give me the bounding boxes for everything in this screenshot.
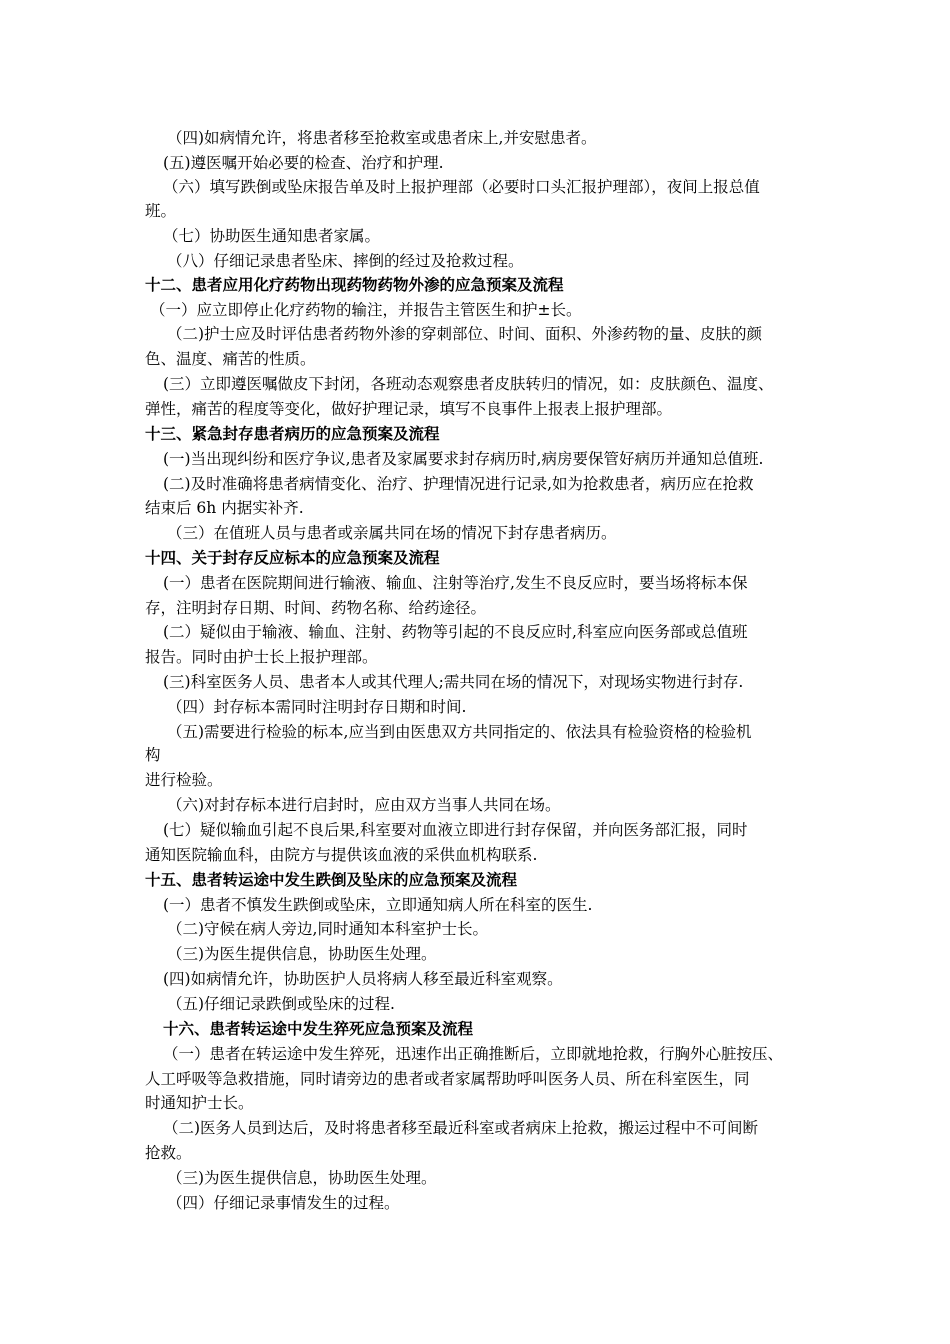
paragraph-line: （六）填写跌倒或坠床报告单及时上报护理部（必要时口头汇报护理部），夜间上报总值 bbox=[163, 178, 760, 196]
paragraph-line: （四）仔细记录事情发生的过程。 bbox=[167, 1194, 400, 1212]
paragraph-line: (七）疑似输血引起不良后果,科室要对血液立即进行封存保留，并向医务部汇报，同时 bbox=[163, 821, 748, 839]
paragraph-line: （一）应立即停止化疗药物的输注，并报告主管医生和护±长。 bbox=[150, 301, 582, 319]
paragraph-line: 通知医院输血科，由院方与提供该血液的采供血机构联系. bbox=[145, 846, 538, 864]
paragraph-line: 班。 bbox=[145, 202, 177, 220]
paragraph-line: (五)遵医嘱开始必要的检查、治疗和护理. bbox=[163, 154, 444, 172]
paragraph-line: (一）患者不慎发生跌倒或坠床，立即通知病人所在科室的医生. bbox=[163, 896, 593, 914]
paragraph-line: （五)需要进行检验的标本,应当到由医患双方共同指定的、依法具有检验资格的检验机 bbox=[167, 723, 752, 741]
paragraph-line: (一)当出现纠纷和医疗争议,患者及家属要求封存病历时,病房要保管好病历并通知总值班. bbox=[163, 450, 764, 468]
paragraph-line: 人工呼吸等急救措施，同时请旁边的患者或者家属帮助呼叫医务人员、所在科室医生，同 bbox=[145, 1070, 750, 1088]
section-heading: 十二、患者应用化疗药物出现药物药物外渗的应急预案及流程 bbox=[145, 276, 564, 294]
paragraph-line: 进行检验。 bbox=[145, 771, 223, 789]
paragraph-line: （一）患者在转运途中发生猝死，迅速作出正确推断后，立即就地抢救，行胸外心脏按压、 bbox=[163, 1045, 784, 1063]
paragraph-line: (三）立即遵医嘱做皮下封闭，各班动态观察患者皮肤转归的情况，如：皮肤颜色、温度、 bbox=[163, 375, 774, 393]
paragraph-line: 时通知护士长。 bbox=[145, 1094, 254, 1112]
paragraph-line: (二)及时准确将患者病情变化、治疗、护理情况进行记录,如为抢救患者，病历应在抢救 bbox=[163, 475, 754, 493]
paragraph-line: （六)对封存标本进行启封时，应由双方当事人共同在场。 bbox=[167, 796, 561, 814]
paragraph-line: （三)为医生提供信息，协助医生处理。 bbox=[167, 1169, 437, 1187]
paragraph-line: （七）协助医生通知患者家属。 bbox=[163, 227, 381, 245]
section-heading: 十五、患者转运途中发生跌倒及坠床的应急预案及流程 bbox=[145, 871, 518, 889]
paragraph-line: 弹性，痛苦的程度等变化，做好护理记录，填写不良事件上报表上报护理部。 bbox=[145, 400, 673, 418]
paragraph-line: 报告。同时由护士长上报护理部。 bbox=[145, 648, 378, 666]
paragraph-line: （五)仔细记录跌倒或坠床的过程. bbox=[167, 995, 395, 1013]
paragraph-line: 色、温度、痛苦的性质。 bbox=[145, 350, 316, 368]
paragraph-line: 结束后 6h 内据实补齐. bbox=[145, 499, 304, 517]
paragraph-line: (四)如病情允许，协助医护人员将病人移至最近科室观察。 bbox=[163, 970, 563, 988]
paragraph-line: (三)科室医务人员、患者本人或其代理人;需共同在场的情况下，对现场实物进行封存. bbox=[163, 673, 744, 691]
paragraph-line: （四)如病情允许，将患者移至抢救室或患者床上,并安慰患者。 bbox=[167, 129, 597, 147]
paragraph-line: （三)为医生提供信息，协助医生处理。 bbox=[167, 945, 437, 963]
paragraph-line: 存，注明封存日期、时间、药物名称、给药途径。 bbox=[145, 599, 487, 617]
paragraph-line: 构 bbox=[145, 746, 161, 764]
paragraph-line: （二)医务人员到达后，及时将患者移至最近科室或者病床上抢救，搬运过程中不可间断 bbox=[163, 1119, 759, 1137]
paragraph-line: （三）在值班人员与患者或亲属共同在场的情况下封存患者病历。 bbox=[167, 524, 617, 542]
paragraph-line: (一）患者在医院期间进行输液、输血、注射等治疗,发生不良反应时，要当场将标本保 bbox=[163, 574, 748, 592]
paragraph-line: （八）仔细记录患者坠床、摔倒的经过及抢救过程。 bbox=[167, 252, 524, 270]
section-heading: 十六、患者转运途中发生猝死应急预案及流程 bbox=[163, 1020, 474, 1038]
paragraph-line: （二)护士应及时评估患者药物外渗的穿刺部位、时间、面积、外渗药物的量、皮肤的颜 bbox=[167, 325, 763, 343]
paragraph-line: （二)守候在病人旁边,同时通知本科室护士长。 bbox=[167, 920, 488, 938]
paragraph-line: 抢救。 bbox=[145, 1144, 192, 1162]
section-heading: 十三、紧急封存患者病历的应急预案及流程 bbox=[145, 425, 440, 443]
paragraph-line: （四）封存标本需同时注明封存日期和时间. bbox=[167, 698, 467, 716]
paragraph-line: (二）疑似由于输液、输血、注射、药物等引起的不良反应时,科室应向医务部或总值班 bbox=[163, 623, 748, 641]
section-heading: 十四、关于封存反应标本的应急预案及流程 bbox=[145, 549, 440, 567]
